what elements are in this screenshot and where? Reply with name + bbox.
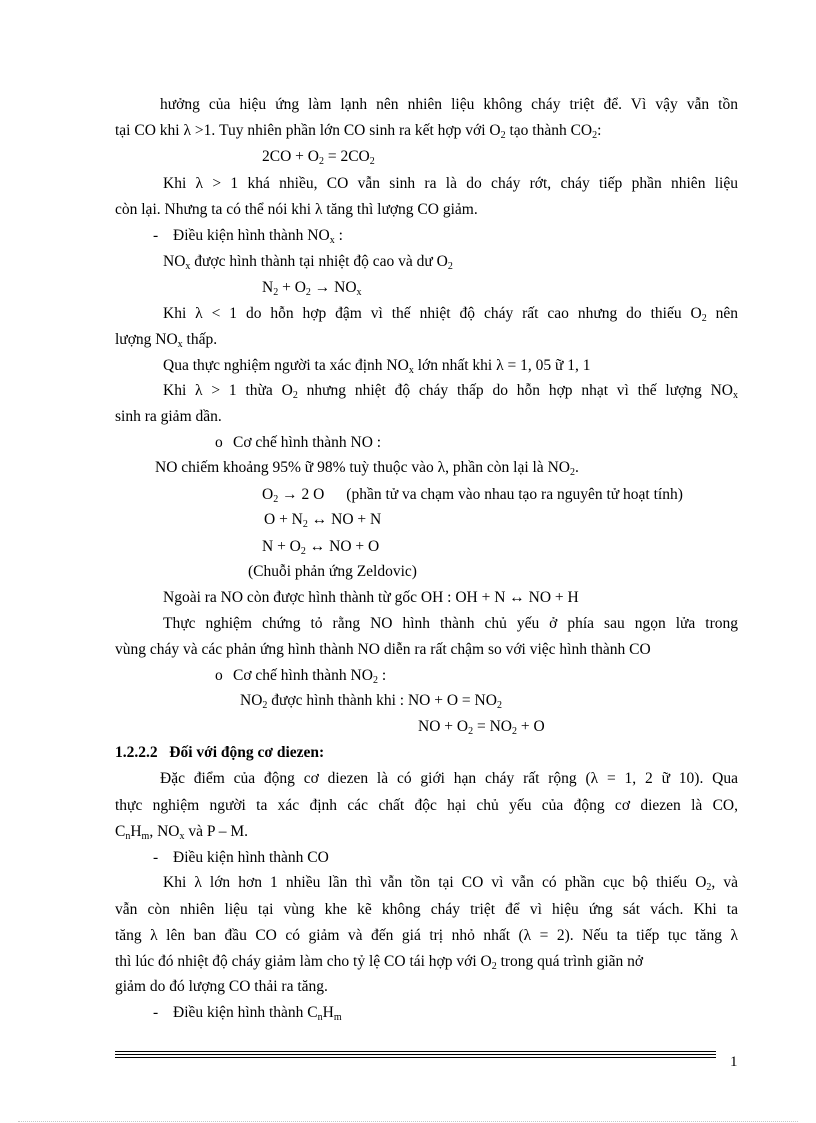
text-line: hưởng của hiệu ứng làm lạnh nên nhiên liệu không cháy triệt để. Vì vậy vẫn tồn xyxy=(160,96,738,113)
text-line: còn lại. Nhưng ta có thể nói khi λ tăng thì lượng CO giảm. xyxy=(115,201,478,218)
text-line: $C_nH_m$, $NO_x$ và P – M. xyxy=(115,823,249,842)
text-line: tăng λ lên ban đầu CO có giảm và đến giá trị nhỏ nhất (λ = 2). Nếu ta tiếp tục tăng λ xyxy=(115,927,738,944)
text-line: Khi λ > 1 thừa $O_2$ nhưng nhiệt độ cháy thấp do hỗn hợp nhạt vì thế lượng $NO_x$ xyxy=(163,382,738,401)
footer-rule xyxy=(115,1057,716,1058)
text-line: (Chuỗi phản ứng Zeldovic) xyxy=(248,563,417,580)
text-line: sinh ra giảm dần. xyxy=(115,408,222,425)
bullet-item: o Cơ chế hình thành NO : xyxy=(215,434,382,451)
dash-bullet: - xyxy=(153,227,159,244)
text-line: NO chiếm khoảng 95% ữ 98% tuỳ thuộc vào λ, phần còn lại là $NO_2$. xyxy=(155,459,579,478)
text-line: Đặc điểm của động cơ diezen là có giới hạn cháy rất rộng (λ = 1, 2 ữ 10). Qua xyxy=(160,770,738,787)
text-line: $NO_2$ được hình thành khi : NO + $O = NO_2$ xyxy=(240,692,502,711)
text-line: $NO_x$ được hình thành tại nhiệt độ cao và dư $O_2$ xyxy=(163,253,453,272)
footer-rule xyxy=(115,1051,716,1052)
text-line: Khi λ < 1 do hỗn hợp đậm vì thế nhiệt độ cháy rất cao nhưng do thiếu $O_2$ nên xyxy=(163,305,738,324)
text-line: vẫn còn nhiên liệu tại vùng khe kẽ không cháy triệt để vì hiệu ứng sát vách. Khi ta xyxy=(115,901,738,918)
text-line: vùng cháy và các phản ứng hình thành NO diễn ra rất chậm so với việc hình thành CO xyxy=(115,641,651,658)
equation: $O + N_2$ ↔ NO + N xyxy=(264,511,382,530)
dash-bullet: - xyxy=(153,849,159,866)
circle-bullet: o xyxy=(215,434,223,451)
footer-rule xyxy=(115,1054,716,1055)
text-line: Thực nghiệm chứng tỏ rằng NO hình thành chủ yếu ở phía sau ngọn lửa trong xyxy=(163,615,738,632)
equation: $O_2 \to 2$ O (phần tử va chạm vào nhau tạo ra nguyên tử hoạt tính) xyxy=(262,486,683,505)
text-line: thực nghiệm người ta xác định các chất độc hại chủ yếu của động cơ diezen là CO, xyxy=(115,797,738,814)
text-line: Khi λ lớn hơn 1 nhiều lần thì vẫn tồn tại CO vì vẫn có phần cục bộ thiếu $O_2$, và xyxy=(163,874,738,893)
bullet-item: - Điều kiện hình thành $NO_x$ : xyxy=(153,227,343,246)
section-heading: 1.2.2.2 Đối với động cơ diezen: xyxy=(115,744,325,761)
equation: $N_2 + O_2 \to NO_x$ xyxy=(262,279,362,298)
bullet-item: o Cơ chế hình thành $NO_2$ : xyxy=(215,667,387,686)
equation: NO + $O_2 = NO_2 + O$ xyxy=(418,718,545,737)
text-line: tại CO khi λ >1. Tuy nhiên phần lớn CO sinh ra kết hợp với $O_2$ tạo thành $CO_2$: xyxy=(115,122,602,141)
text-line: giảm do đó lượng CO thải ra tăng. xyxy=(115,978,328,995)
dash-bullet: - xyxy=(153,1004,159,1021)
text-line: thì lúc đó nhiệt độ cháy giảm làm cho tỷ lệ CO tái hợp với $O_2$ trong quá trình giãn nở xyxy=(115,953,644,972)
text-line: lượng $NO_x$ thấp. xyxy=(115,331,218,350)
equation: $2CO + O_2 = 2CO_2$ xyxy=(262,148,375,167)
page-number: 1 xyxy=(730,1054,738,1070)
text-line: Khi λ > 1 khá nhiều, CO vẫn sinh ra là do cháy rớt, cháy tiếp phần nhiên liệu xyxy=(163,175,738,192)
page-bottom-border xyxy=(18,1121,798,1122)
circle-bullet: o xyxy=(215,667,223,684)
text-line: Ngoài ra NO còn được hình thành từ gốc OH : OH + N ↔ NO + H xyxy=(163,589,579,606)
bullet-item: - Điều kiện hình thành CO xyxy=(153,849,329,866)
text-line: Qua thực nghiệm người ta xác định $NO_x$ lớn nhất khi λ = 1, 05 ữ 1, 1 xyxy=(163,357,591,376)
bullet-item: - Điều kiện hình thành $C_nH_m$ xyxy=(153,1004,342,1023)
equation: $N + O_2$ ↔ NO + O xyxy=(262,538,380,557)
